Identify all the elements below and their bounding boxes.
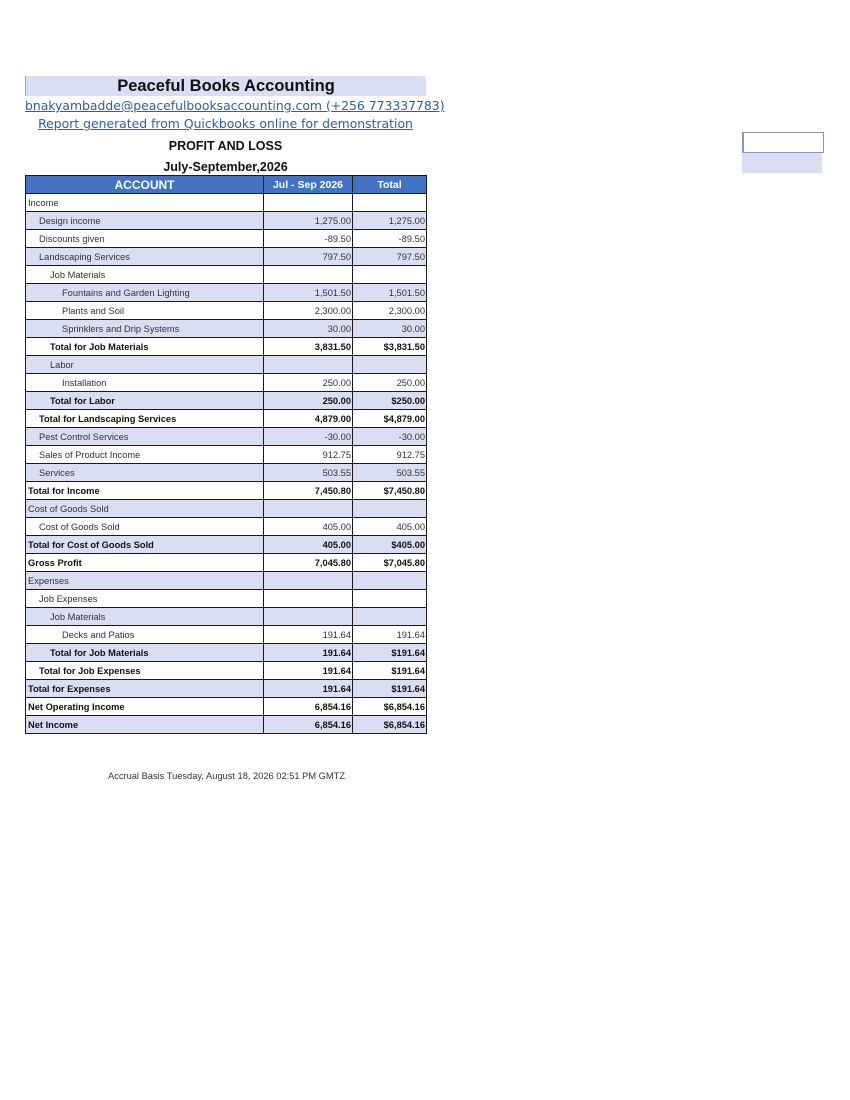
period-amount-cell: 191.64	[264, 680, 353, 698]
table-row	[26, 500, 427, 518]
period-amount-cell	[264, 590, 353, 608]
total-amount-cell: $6,854.16	[353, 698, 427, 716]
account-cell: Plants and Soil	[26, 302, 264, 320]
table-row	[26, 554, 427, 572]
period-amount-cell: 250.00	[264, 392, 353, 410]
account-cell: Total for Landscaping Services	[26, 410, 264, 428]
period-amount-cell: 503.55	[264, 464, 353, 482]
account-cell: Design income	[26, 212, 264, 230]
total-amount-cell: $191.64	[353, 662, 427, 680]
period-amount-cell: 6,854.16	[264, 716, 353, 734]
table-row	[26, 392, 427, 410]
table-row	[26, 284, 427, 302]
account-cell: Gross Profit	[26, 554, 264, 572]
total-amount-cell: 1,275.00	[353, 212, 427, 230]
report-period: July-September,2026	[163, 160, 288, 174]
table-row	[26, 428, 427, 446]
total-amount-cell: $191.64	[353, 680, 427, 698]
table-row	[26, 518, 427, 536]
period-amount-cell: 6,854.16	[264, 698, 353, 716]
table-row	[26, 194, 427, 212]
period-amount-cell: 1,501.50	[264, 284, 353, 302]
account-cell: Income	[26, 194, 264, 212]
period-amount-cell	[264, 194, 353, 212]
account-cell: Total for Cost of Goods Sold	[26, 536, 264, 554]
account-cell: Pest Control Services	[26, 428, 264, 446]
account-cell: Expenses	[26, 572, 264, 590]
total-amount-cell: 503.55	[353, 464, 427, 482]
total-amount-cell: 797.50	[353, 248, 427, 266]
period-amount-cell: 191.64	[264, 662, 353, 680]
shaded-cell-box	[742, 153, 822, 173]
account-cell: Sales of Product Income	[26, 446, 264, 464]
account-cell: Sprinklers and Drip Systems	[26, 320, 264, 338]
contact-link[interactable]: bnakyambadde@peacefulbooksaccounting.com (+256 773337783)	[25, 98, 445, 113]
total-amount-cell	[353, 572, 427, 590]
table-row	[26, 356, 427, 374]
period-amount-cell	[264, 356, 353, 374]
account-cell: Installation	[26, 374, 264, 392]
total-amount-cell	[353, 356, 427, 374]
account-cell: Job Materials	[26, 266, 264, 284]
account-cell: Job Expenses	[26, 590, 264, 608]
total-amount-cell: $3,831.50	[353, 338, 427, 356]
period-amount-cell: 191.64	[264, 644, 353, 662]
company-name: Peaceful Books Accounting	[25, 76, 426, 96]
account-cell: Total for Job Materials	[26, 338, 264, 356]
account-cell: Total for Labor	[26, 392, 264, 410]
report-note-link[interactable]: Report generated from Quickbooks online for demonstration	[38, 116, 413, 131]
table-row	[26, 608, 427, 626]
table-row	[26, 374, 427, 392]
total-amount-cell	[353, 266, 427, 284]
table-row	[26, 266, 427, 284]
period-amount-cell: -89.50	[264, 230, 353, 248]
report-title: PROFIT AND LOSS	[168, 139, 283, 153]
column-header-total: Total	[353, 176, 427, 194]
total-amount-cell: $250.00	[353, 392, 427, 410]
total-amount-cell: 30.00	[353, 320, 427, 338]
table-row	[26, 536, 427, 554]
table-header-row	[26, 176, 427, 194]
table-row	[26, 302, 427, 320]
total-amount-cell	[353, 500, 427, 518]
total-amount-cell: -30.00	[353, 428, 427, 446]
account-cell: Total for Job Materials	[26, 644, 264, 662]
period-amount-cell: 7,450.80	[264, 482, 353, 500]
period-amount-cell: 4,879.00	[264, 410, 353, 428]
table-row	[26, 482, 427, 500]
table-row	[26, 320, 427, 338]
total-amount-cell: 2,300.00	[353, 302, 427, 320]
profit-and-loss-report	[25, 76, 445, 734]
table-row	[26, 464, 427, 482]
table-row	[26, 644, 427, 662]
total-amount-cell: $7,045.80	[353, 554, 427, 572]
total-amount-cell	[353, 194, 427, 212]
period-amount-cell: 7,045.80	[264, 554, 353, 572]
table-row	[26, 680, 427, 698]
table-row	[26, 716, 427, 734]
period-amount-cell: 250.00	[264, 374, 353, 392]
table-row	[26, 590, 427, 608]
account-cell: Landscaping Services	[26, 248, 264, 266]
table-row	[26, 446, 427, 464]
period-amount-cell	[264, 266, 353, 284]
period-amount-cell	[264, 608, 353, 626]
period-amount-cell	[264, 500, 353, 518]
table-row	[26, 626, 427, 644]
account-cell: Total for Expenses	[26, 680, 264, 698]
account-cell: Cost of Goods Sold	[26, 518, 264, 536]
total-amount-cell: 1,501.50	[353, 284, 427, 302]
period-amount-cell: -30.00	[264, 428, 353, 446]
account-cell: Discounts given	[26, 230, 264, 248]
account-cell: Labor	[26, 356, 264, 374]
profit-loss-table	[25, 175, 427, 734]
account-cell: Decks and Patios	[26, 626, 264, 644]
total-amount-cell: $7,450.80	[353, 482, 427, 500]
period-amount-cell: 912.75	[264, 446, 353, 464]
account-cell: Net Income	[26, 716, 264, 734]
table-row	[26, 572, 427, 590]
total-amount-cell: $405.00	[353, 536, 427, 554]
table-row	[26, 212, 427, 230]
account-cell: Services	[26, 464, 264, 482]
accrual-basis-footer: Accrual Basis Tuesday, August 18, 2026 02:51 PM GMTZ	[108, 771, 346, 781]
total-amount-cell: 405.00	[353, 518, 427, 536]
account-cell: Fountains and Garden Lighting	[26, 284, 264, 302]
total-amount-cell: $6,854.16	[353, 716, 427, 734]
period-amount-cell: 191.64	[264, 626, 353, 644]
total-amount-cell: $191.64	[353, 644, 427, 662]
period-amount-cell: 1,275.00	[264, 212, 353, 230]
table-row	[26, 230, 427, 248]
total-amount-cell	[353, 608, 427, 626]
account-cell: Total for Income	[26, 482, 264, 500]
table-row	[26, 338, 427, 356]
total-amount-cell	[353, 590, 427, 608]
period-amount-cell: 405.00	[264, 536, 353, 554]
account-cell: Job Materials	[26, 608, 264, 626]
total-amount-cell: 250.00	[353, 374, 427, 392]
table-row	[26, 698, 427, 716]
account-cell: Cost of Goods Sold	[26, 500, 264, 518]
period-amount-cell	[264, 572, 353, 590]
column-header-period: Jul - Sep 2026	[264, 176, 353, 194]
total-amount-cell: 912.75	[353, 446, 427, 464]
period-amount-cell: 30.00	[264, 320, 353, 338]
total-amount-cell: $4,879.00	[353, 410, 427, 428]
total-amount-cell: 191.64	[353, 626, 427, 644]
period-amount-cell: 797.50	[264, 248, 353, 266]
selected-cell-box[interactable]	[742, 132, 824, 153]
period-amount-cell: 405.00	[264, 518, 353, 536]
table-row	[26, 248, 427, 266]
table-body	[26, 194, 427, 734]
table-row	[26, 410, 427, 428]
total-amount-cell: -89.50	[353, 230, 427, 248]
account-cell: Net Operating Income	[26, 698, 264, 716]
period-amount-cell: 2,300.00	[264, 302, 353, 320]
column-header-account: ACCOUNT	[26, 176, 264, 194]
period-amount-cell: 3,831.50	[264, 338, 353, 356]
account-cell: Total for Job Expenses	[26, 662, 264, 680]
table-row	[26, 662, 427, 680]
